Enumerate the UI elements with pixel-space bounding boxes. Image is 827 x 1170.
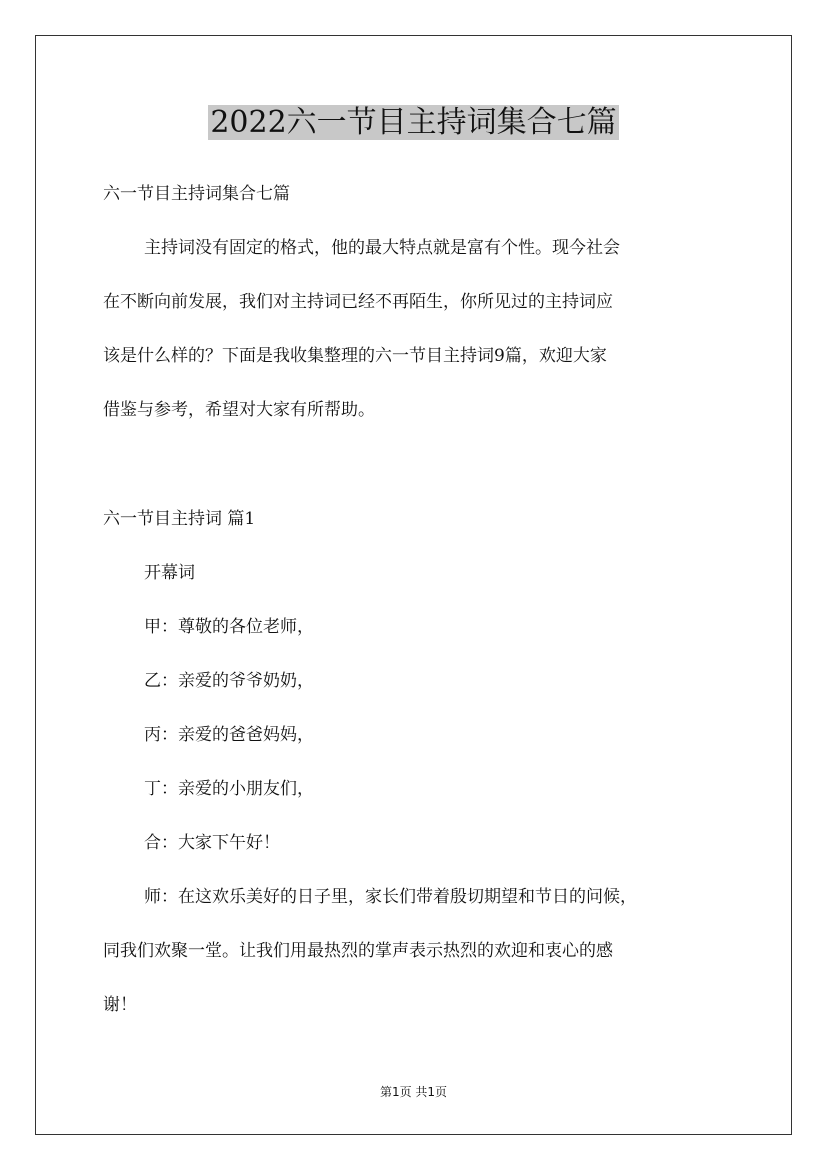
- body-line-1: 开幕词: [144, 563, 195, 583]
- section-heading: 六一节目主持词 篇1: [103, 509, 256, 529]
- body-line-2: 甲：尊敬的各位老师，: [144, 617, 314, 637]
- document-title-block: [0, 103, 827, 143]
- intro-line-3: 该是什么样的？下面是我收集整理的六一节目主持词9篇，欢迎大家: [103, 346, 607, 366]
- body-line-4: 丙：亲爱的爸爸妈妈，: [144, 725, 314, 745]
- body-line-8: 同我们欢聚一堂。让我们用最热烈的掌声表示热烈的欢迎和衷心的感: [103, 941, 613, 961]
- body-line-6: 合：大家下午好！: [144, 833, 280, 853]
- intro-line-4: 借鉴与参考，希望对大家有所帮助。: [103, 400, 375, 420]
- document-title: 2022六一节目主持词集合七篇: [210, 105, 617, 140]
- subtitle: 六一节目主持词集合七篇: [103, 184, 290, 204]
- body-line-7: 师：在这欢乐美好的日子里，家长们带着殷切期望和节日的问候，: [144, 887, 637, 907]
- body-line-3: 乙：亲爱的爷爷奶奶，: [144, 671, 314, 691]
- page-footer: 第1页 共1页: [379, 1085, 448, 1099]
- body-line-9: 谢！: [103, 995, 137, 1015]
- intro-line-2: 在不断向前发展，我们对主持词已经不再陌生，你所见过的主持词应: [103, 292, 613, 312]
- body-line-5: 丁：亲爱的小朋友们，: [144, 779, 314, 799]
- intro-line-1: 主持词没有固定的格式，他的最大特点就是富有个性。现今社会: [144, 238, 620, 258]
